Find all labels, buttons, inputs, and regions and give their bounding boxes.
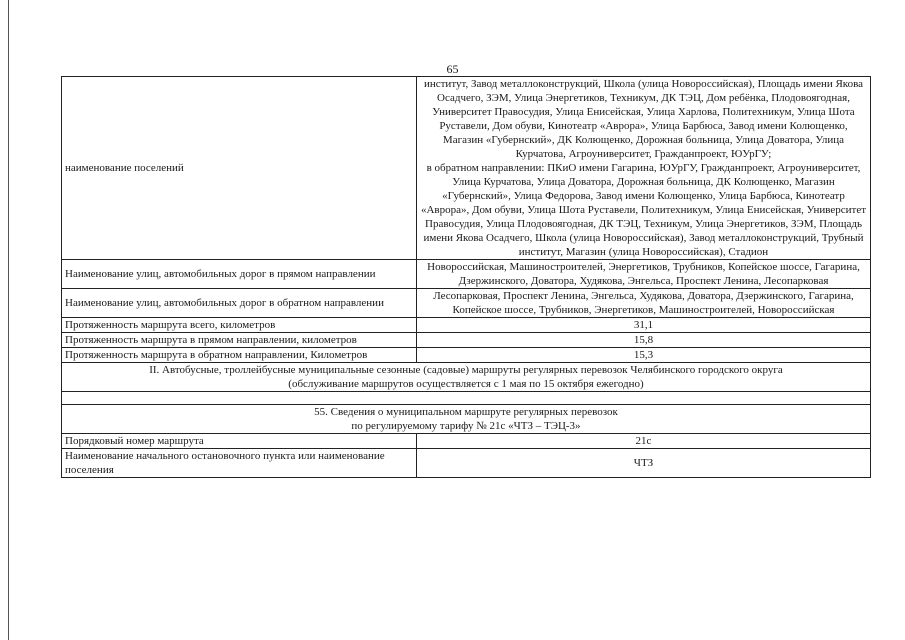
empty-row [62,392,871,405]
streets-forward-label: Наименование улиц, автомобильных дорог в прямом направлении [62,260,417,289]
section-heading-line1: II. Автобусные, троллейбусные муниципальные сезонные (садовые) маршруты регулярных перевозок Челябинского городского округа [149,364,783,376]
section-heading-row [62,363,871,392]
table-row [62,449,871,478]
settlements-forward-text: институт, Завод металлоконструкций, Школа (улица Новороссийская), Площадь имени Якова Осадчего, ЗЭМ, Улица Энергетиков, Техникум, ДК ТЭЦ, Дом ребёнка, Плодовоягодная, Университет Правосудия, Улица Енисейская, Улица Харлова, Политехникум, Улица Шота Руставели, Дом обуви, Кинотеатр «Аврора», Улица Барбюса, Завод имени Колющенко, Магазин «Губернский», ДК Колющенко, Дорожная больница, Улица Доватора, Улица Курчатова, Агроуниверситет, Гражданпроект, ЮУрГУ; [423,78,864,160]
length-total-value: 31,1 [417,318,871,333]
section-heading-line2: (обслуживание маршрутов осуществляется с 1 мая по 15 октября ежегодно) [288,378,644,390]
length-forward-label: Протяженность маршрута в прямом направлении, километров [62,333,417,348]
length-total-label: Протяженность маршрута всего, километров [62,318,417,333]
length-forward-value: 15,8 [417,333,871,348]
section-heading [62,363,871,392]
table-row [62,289,871,318]
table-row [62,348,871,363]
start-stop-value: ЧТЗ [417,449,871,478]
settlements-reverse-text: в обратном направлении: ПКиО имени Гагарина, ЮУрГУ, Гражданпроект, Агроуниверситет, Улица Курчатова, Улица Доватора, Дорожная больница, ДК Колющенко, Магазин «Губернский», Улица Федорова, Завод имени Колющенко, Улица Барбюса, Кинотеатр «Аврора», Дом обуви, Улица Шота Руставели, Политехникум, Улица Енисейская, Университет Правосудия, Улица Плодовоягодная, ДК ТЭЦ, Техникум, Улица Энергетиков, ЗЭМ, Площадь имени Якова Осадчего, Школа (улица Новороссийская), Завод металлоконструкций, Трубный институт, Магазин (улица Новороссийская), Стадион [420,162,867,258]
subsection-heading-row [62,405,871,434]
table-row [62,318,871,333]
length-reverse-value: 15,3 [417,348,871,363]
route-info-table [61,76,871,478]
route-number-label: Порядковый номер маршрута [62,434,417,449]
table-row [62,260,871,289]
subsection-heading-line2: по регулируемому тарифу № 21с «ЧТЗ – ТЭЦ-3» [351,420,581,432]
scan-edge-line [8,0,9,640]
length-reverse-label: Протяженность маршрута в обратном направлении, Километров [62,348,417,363]
table-row [62,333,871,348]
page-number: 65 [446,62,459,76]
table-row [62,77,871,260]
settlements-label: наименование поселений [62,77,417,260]
start-stop-label: Наименование начального остановочного пункта или наименование поселения [62,449,417,478]
empty-cell [62,392,871,405]
streets-forward-value: Новороссийская, Машиностроителей, Энергетиков, Трубников, Копейское шоссе, Гагарина, Дзержинского, Доватора, Худякова, Энгельса, Проспект Ленина, Лесопарковая [417,260,871,289]
streets-reverse-value: Лесопарковая, Проспект Ленина, Энгельса, Худякова, Доватора, Дзержинского, Гагарина, Копейское шоссе, Трубников, Энергетиков, Машиностроителей, Новороссийская [417,289,871,318]
table-row [62,434,871,449]
streets-reverse-label: Наименование улиц, автомобильных дорог в обратном направлении [62,289,417,318]
subsection-heading [62,405,871,434]
settlements-value [417,77,871,260]
subsection-heading-line1: 55. Сведения о муниципальном маршруте регулярных перевозок [314,406,618,418]
route-number-value: 21с [417,434,871,449]
